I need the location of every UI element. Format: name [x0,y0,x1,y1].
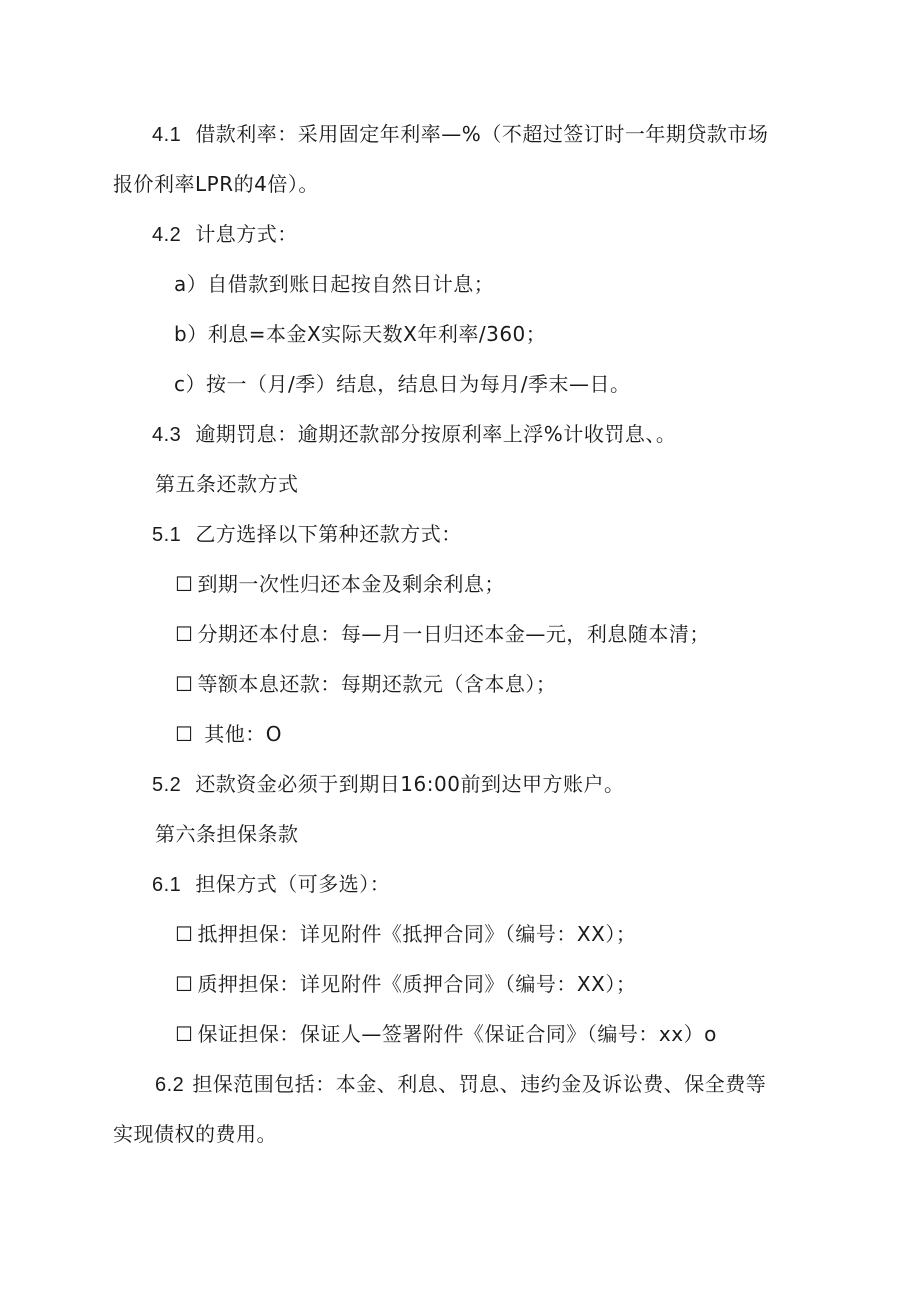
list-item: b）利息=本金X实际天数X年利率/360； [174,322,547,346]
clause-4-2-item-b [174,320,546,348]
clause-4-2-item-a [174,270,494,298]
clause-text: 逾期罚息：逾期还款部分按原利率上浮%计收罚息、。 [195,422,677,446]
checkbox: ☐ [175,572,194,596]
article-6-title [155,820,299,848]
option-text: 保证担保：保证人—签署附件《保证合同》（编号：xx）o [197,1022,717,1046]
checkbox: ☐ [175,1022,194,1046]
option-text: 其他：O [197,722,283,746]
option-text: 分期还本付息：每—月一日归还本金—元，利息随本清； [197,622,710,646]
guarantee-option-3 [175,1020,717,1048]
clause-text: 担保方式（可多选）： [195,872,391,896]
repayment-option-4 [175,720,282,748]
clause-5-1 [152,520,462,549]
clause-number: 4.2 [152,224,182,246]
clause-4-3 [152,420,676,449]
option-text: 质押担保：详见附件《质押合同》（编号：XX）； [197,972,637,996]
clause-6-2-line2 [113,1120,277,1148]
list-item: a）自借款到账日起按自然日计息； [174,272,495,296]
clause-6-2-line1 [155,1070,766,1099]
clause-4-1-line2 [113,170,319,198]
article-title: 第五条还款方式 [155,472,299,496]
checkbox: ☐ [175,672,194,696]
clause-4-1-line1 [152,120,768,149]
clause-number: 6.2 [155,1074,185,1096]
repayment-option-3 [175,670,556,698]
clause-text: 计息方式： [195,222,298,246]
article-5-title [155,470,299,498]
clause-text: 借款利率：采用固定年利率—%（不超过签订时一年期贷款市场 [195,122,769,146]
checkbox: ☐ [175,722,194,746]
guarantee-option-1 [175,920,636,948]
clause-text: 乙方选择以下第种还款方式： [195,522,462,546]
checkbox: ☐ [175,922,194,946]
clause-5-2 [152,770,624,799]
clause-text: 实现债权的费用。 [113,1122,277,1146]
option-text: 等额本息还款：每期还款元（含本息）； [197,672,557,696]
repayment-option-2 [175,620,710,648]
repayment-option-1 [175,570,505,598]
clause-number: 4.3 [152,424,182,446]
checkbox: ☐ [175,622,194,646]
option-text: 到期一次性归还本金及剩余利息； [197,572,505,596]
checkbox: ☐ [175,972,194,996]
article-title: 第六条担保条款 [155,822,299,846]
clause-4-2-item-c [174,370,630,398]
list-item: c）按一（月/季）结息，结息日为每月/季末—日。 [174,372,631,396]
clause-6-1 [152,870,390,899]
clause-4-2 [152,220,298,249]
clause-text: 报价利率LPR的4倍）。 [113,172,319,196]
clause-number: 5.1 [152,524,182,546]
clause-number: 5.2 [152,774,182,796]
clause-number: 6.1 [152,874,182,896]
clause-number: 4.1 [152,124,182,146]
guarantee-option-2 [175,970,636,998]
clause-text: 担保范围包括：本金、利息、罚息、违约金及诉讼费、保全费等 [192,1072,767,1096]
option-text: 抵押担保：详见附件《抵押合同》（编号：XX）； [197,922,637,946]
clause-text: 还款资金必须于到期日16:00前到达甲方账户。 [195,772,625,796]
